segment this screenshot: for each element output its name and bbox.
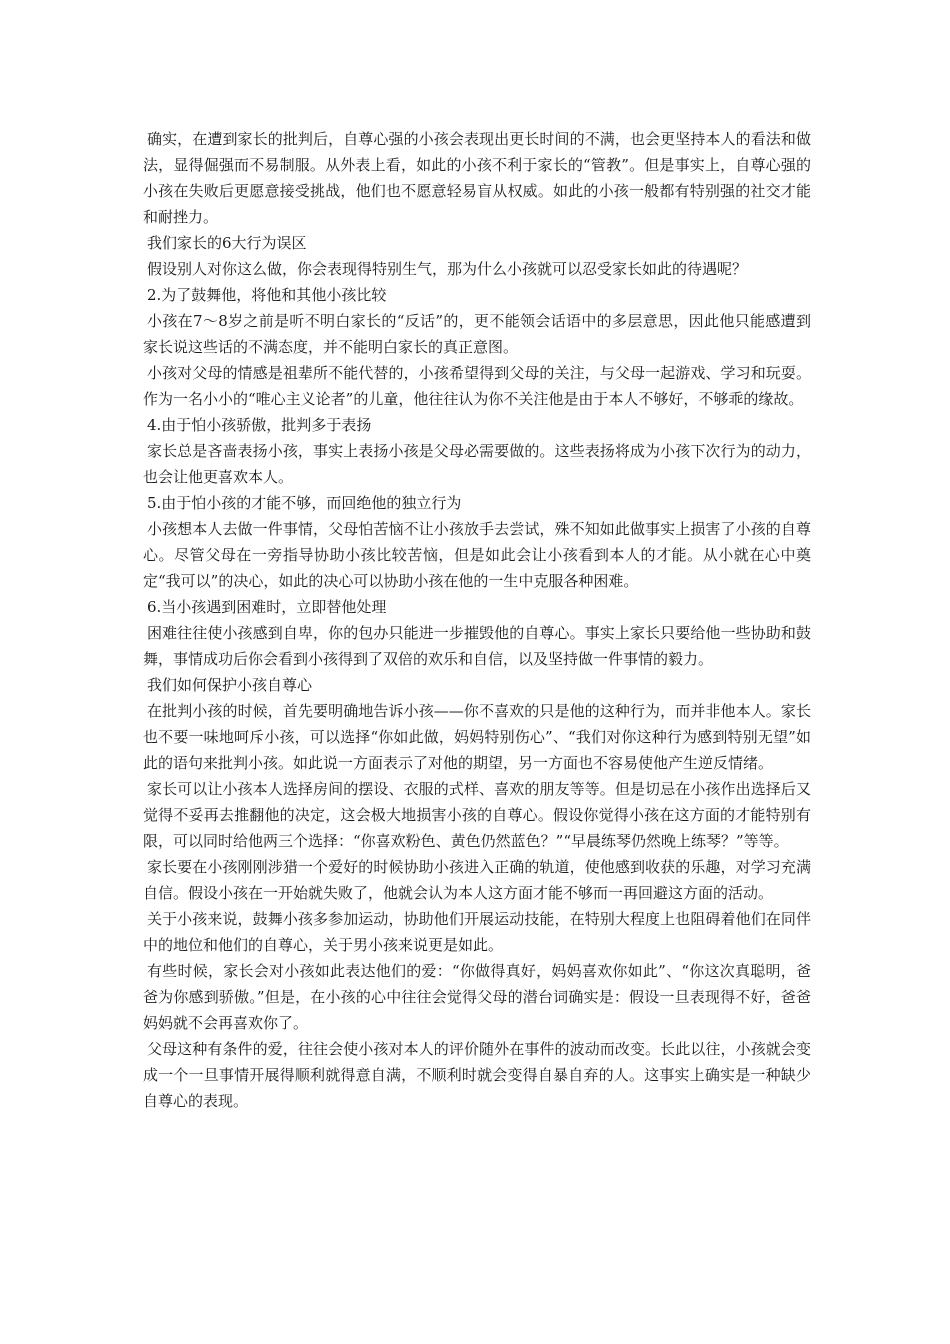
paragraph-mistake-6: 困难往往使小孩感到自卑，你的包办只能进一步摧毁他的自尊心。事实上家长只要给他一些协助和鼓舞，事情成功后你会看到小孩得到了双倍的欢乐和自信，以及坚持做一件事情的毅力。: [143, 624, 811, 668]
paragraph-mistake-4: 家长总是吝啬表扬小孩，事实上表扬小孩是父母必需要做的。这些表扬将成为小孩下次行为的动力，也会让他更喜欢本人。: [143, 442, 811, 486]
paragraph-conditional-praise: 有些时候，家长会对小孩如此表达他们的爱：“你做得真好，妈妈喜欢你如此”、“你这次真聪明，爸爸为你感到骄傲。”但是，在小孩的心中往往会觉得父母的潜台词确实是：假设一旦表现得不好，爸爸妈妈就不会再喜欢你了。: [143, 962, 811, 1032]
heading-protect-self-esteem: 我们如何保护小孩自尊心: [147, 676, 313, 694]
heading-mistake-4: 4.由于怕小孩骄傲，批判多于表扬: [147, 416, 372, 434]
heading-six-mistakes: 我们家长的6大行为误区: [147, 234, 307, 252]
paragraph-sports: 关于小孩来说，鼓舞小孩多参加运动，协助他们开展运动技能，在特别大程度上也阻碍着他们在同伴中的地位和他们的自尊心，关于男小孩来说更是如此。: [143, 910, 811, 954]
paragraph-mistake-1: 假设别人对你这么做，你会表现得特别生气，那为什么小孩就可以忍受家长如此的待遇呢？: [147, 260, 748, 278]
paragraph-mistake-3: 小孩对父母的情感是祖辈所不能代替的，小孩希望得到父母的关注，与父母一起游戏、学习和玩耍。作为一名小小的“唯心主义论者”的儿童，他往往认为你不关注他是由于本人不够好，不够乖的缘故。: [143, 364, 811, 408]
paragraph-choices: 家长可以让小孩本人选择房间的摆设、衣服的式样、喜欢的朋友等等。但是切忌在小孩作出选择后又觉得不妥再去推翻他的决定，这会极大地损害小孩的自尊心。假设你觉得小孩在这方面的才能特别有限，可以同时给他两三个选择：“你喜欢粉色、黄色仍然蓝色？”“早晨练琴仍然晚上练琴？”等等。: [143, 780, 811, 850]
paragraph-hobbies: 家长要在小孩刚刚涉猎一个爱好的时候协助小孩进入正确的轨道，使他感到收获的乐趣，对学习充满自信。假设小孩在一开始就失败了，他就会认为本人这方面才能不够而一再回避这方面的活动。: [143, 858, 811, 902]
paragraph-self-esteem-intro: 确实，在遭到家长的批判后，自尊心强的小孩会表现出更长时间的不满，也会更坚持本人的看法和做法，显得倔强而不易制服。从外表上看，如此的小孩不利于家长的“管教”。但是事实上，自尊心强的小孩在失败后更愿意接受挑战，他们也不愿意轻易盲从权威。如此的小孩一般都有特别强的社交才能和耐挫力。: [143, 130, 811, 226]
paragraph-mistake-5: 小孩想本人去做一件事情，父母怕苦恼不让小孩放手去尝试，殊不知如此做事实上损害了小孩的自尊心。尽管父母在一旁指导协助小孩比较苦恼，但是如此会让小孩看到本人的才能。从小就在心中奠定“我可以”的决心，如此的决心可以协助小孩在他的一生中克服各种困难。: [143, 520, 811, 590]
heading-mistake-5: 5.由于怕小孩的才能不够，而回绝他的独立行为: [147, 494, 462, 512]
heading-mistake-2: 2.为了鼓舞他，将他和其他小孩比较: [147, 286, 387, 304]
document-page: [143, 126, 811, 1114]
paragraph-conditional-love: 父母这种有条件的爱，往往会使小孩对本人的评价随外在事件的波动而改变。长此以往，小孩就会变成一个一旦事情开展得顺利就得意自满，不顺利时就会变得自暴自弃的人。这事实上确实是一种缺少自尊心的表现。: [143, 1040, 811, 1110]
heading-mistake-6: 6.当小孩遇到困难时，立即替他处理: [147, 598, 387, 616]
paragraph-criticism: 在批判小孩的时候，首先要明确地告诉小孩——你不喜欢的只是他的这种行为，而并非他本人。家长也不要一味地呵斥小孩，可以选择“你如此做，妈妈特别伤心”、“我们对你这种行为感到特别无望”如此的语句来批判小孩。如此说一方面表示了对他的期望，另一方面也不容易使他产生逆反情绪。: [143, 702, 811, 772]
paragraph-mistake-2: 小孩在7～8岁之前是听不明白家长的“反话”的，更不能领会话语中的多层意思，因此他只能感遭到家长说这些话的不满态度，并不能明白家长的真正意图。: [143, 312, 811, 356]
